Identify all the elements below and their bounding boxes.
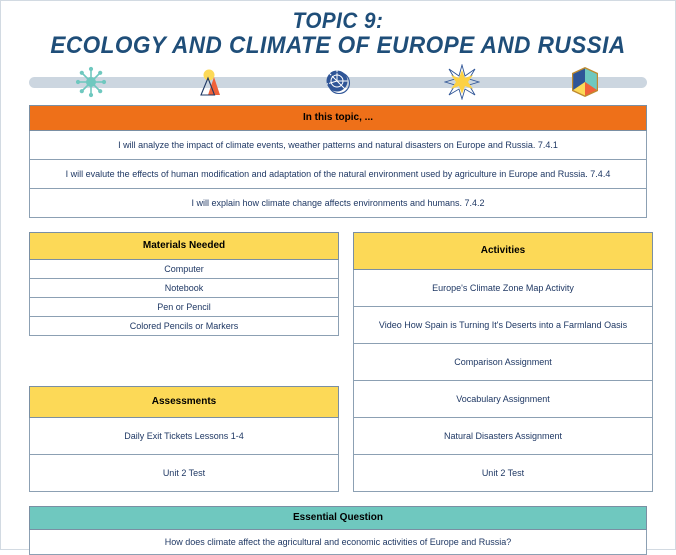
material-item: Pen or Pencil [30,297,339,316]
activity-item: Video How Spain is Turning It's Deserts into a Farmland Oasis [354,306,653,343]
table-row [30,232,339,259]
table-row [354,269,653,306]
table-row [354,417,653,454]
table-row [354,232,653,269]
table-row [30,188,647,217]
activity-item: Europe's Climate Zone Map Activity [354,269,653,306]
materials-needed-table [29,232,339,336]
title-topic-name: ECOLOGY AND CLIMATE OF EUROPE AND RUSSIA [50,31,626,59]
assessment-item: Unit 2 Test [30,454,339,491]
globe-icon [318,65,358,99]
table-row [30,278,339,297]
table-row [30,506,647,529]
material-item: Colored Pencils or Markers [30,316,339,335]
left-column [29,232,339,492]
table-row [30,105,647,130]
table-row [30,130,647,159]
table-row [354,343,653,380]
table-row [30,417,339,454]
table-row [30,297,339,316]
icon-strip [29,65,647,99]
materials-header: Materials Needed [30,232,339,259]
assessments-table [29,386,339,492]
page-title [1,1,675,59]
table-row [30,259,339,278]
material-item: Computer [30,259,339,278]
assessments-header: Assessments [30,386,339,417]
activity-item: Vocabulary Assignment [354,380,653,417]
material-item: Notebook [30,278,339,297]
activity-item: Natural Disasters Assignment [354,417,653,454]
table-row [30,159,647,188]
activity-item: Comparison Assignment [354,343,653,380]
activities-header: Activities [354,232,653,269]
table-row [354,306,653,343]
in-this-topic-section [29,105,647,218]
objective-item: I will evalute the effects of human modification and adaptation of the natural environment used by agriculture in Europe and Russia. 7.4.4 [30,159,647,188]
right-column [353,232,653,492]
objective-item: I will analyze the impact of climate events, weather patterns and natural disasters on Europe and Russia. 7.4.1 [30,130,647,159]
table-row [30,386,339,417]
in-this-topic-header: In this topic, ... [30,105,647,130]
title-topic-number: TOPIC 9: [292,8,384,33]
activities-table [353,232,653,492]
essential-question-section [29,506,647,555]
middle-columns [29,232,647,492]
objective-item: I will explain how climate change affects environments and humans. 7.4.2 [30,188,647,217]
activity-item: Unit 2 Test [354,454,653,491]
table-row [30,454,339,491]
in-this-topic-table [29,105,647,218]
essential-question-header: Essential Question [30,506,647,529]
pollen-virus-icon [71,65,111,99]
sun-burst-icon [442,65,482,99]
table-row [354,380,653,417]
table-row [354,454,653,491]
essential-question-table [29,506,647,555]
color-cube-icon [565,65,605,99]
table-row [30,316,339,335]
table-row [30,529,647,554]
essential-question-text: How does climate affect the agricultural and economic activities of Europe and Russia? [30,529,647,554]
mountain-sun-icon [194,65,234,99]
assessment-item: Daily Exit Tickets Lessons 1-4 [30,417,339,454]
